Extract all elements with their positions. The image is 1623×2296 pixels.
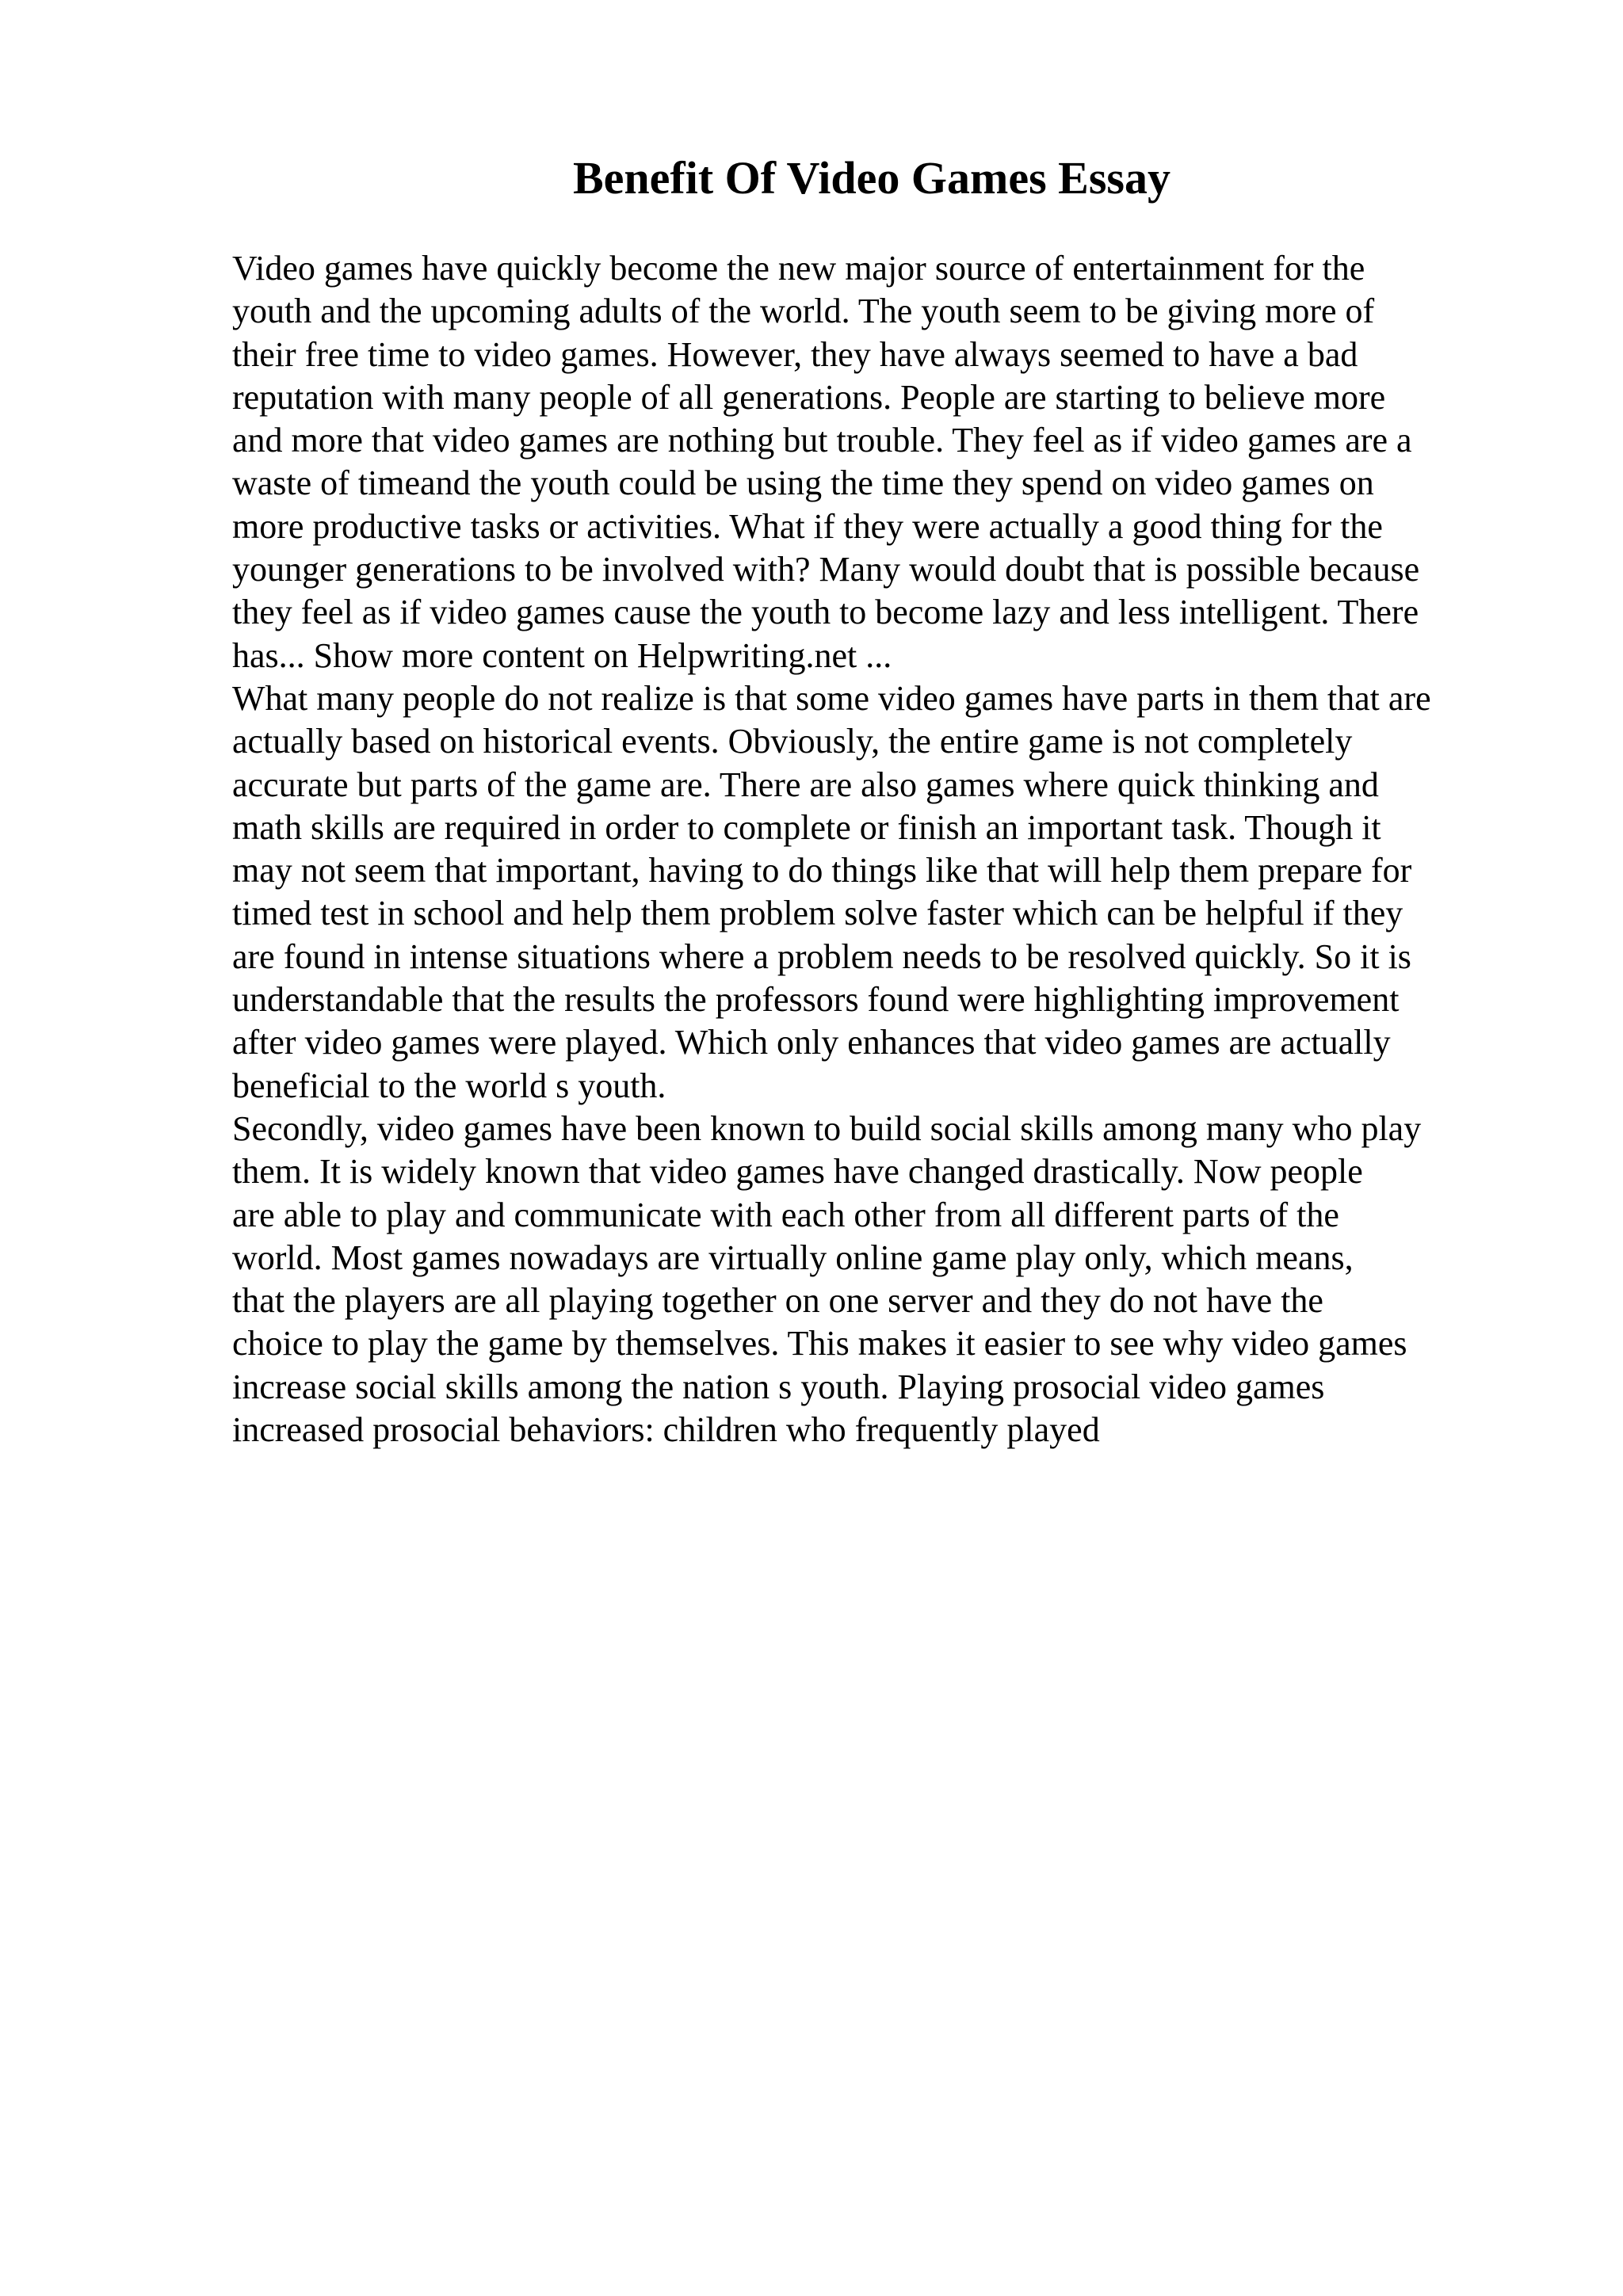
- body-line: understandable that the results the professors found were highlighting improvement: [232, 980, 1400, 1020]
- body-line: increased prosocial behaviors: children who frequently played: [232, 1410, 1100, 1450]
- body-line: them. It is widely known that video games have changed drastically. Now people: [232, 1152, 1363, 1192]
- body-line: accurate but parts of the game are. There are also games where quick thinking and: [232, 765, 1379, 804]
- body-line: more productive tasks or activities. What if they were actually a good thing for the: [232, 506, 1383, 546]
- body-line: may not seem that important, having to do things like that will help them prepare for: [232, 851, 1412, 891]
- body-line: beneficial to the world s youth.: [232, 1066, 666, 1105]
- body-line: Video games have quickly become the new major source of entertainment for the: [232, 249, 1365, 288]
- body-line: world. Most games nowadays are virtually online game play only, which means,: [232, 1238, 1354, 1277]
- body-line: waste of timeand the youth could be using the time they spend on video games on: [232, 463, 1374, 503]
- body-line: math skills are required in order to complete or finish an important task. Though it: [232, 807, 1381, 847]
- body-line: choice to play the game by themselves. This makes it easier to see why video games: [232, 1324, 1407, 1363]
- body-line: after video games were played. Which only enhances that video games are actually: [232, 1023, 1391, 1062]
- body-line: What many people do not realize is that some video games have parts in them that are: [232, 678, 1431, 718]
- body-line: that the players are all playing together on one server and they do not have the: [232, 1281, 1323, 1321]
- body-line: reputation with many people of all generations. People are starting to believe more: [232, 377, 1386, 417]
- body-line: their free time to video games. However, they have always seemed to have a bad: [232, 334, 1358, 374]
- document-title: Benefit Of Video Games Essay: [573, 152, 1170, 204]
- body-line: younger generations to be involved with? Many would doubt that is possible because: [232, 550, 1420, 589]
- body-line: and more that video games are nothing but trouble. They feel as if video games are a: [232, 421, 1412, 460]
- body-line: has... Show more content on Helpwriting.net ...: [232, 635, 892, 675]
- body-line: increase social skills among the nation s youth. Playing prosocial video games: [232, 1367, 1325, 1406]
- body-line: are able to play and communicate with each other from all different parts of the: [232, 1195, 1339, 1234]
- body-line: they feel as if video games cause the youth to become lazy and less intelligent. There: [232, 593, 1419, 632]
- body-line: youth and the upcoming adults of the world. The youth seem to be giving more of: [232, 292, 1375, 331]
- body-line: actually based on historical events. Obviously, the entire game is not completely: [232, 722, 1353, 761]
- document-body: [232, 247, 1579, 1451]
- body-line: timed test in school and help them problem solve faster which can be helpful if they: [232, 894, 1403, 933]
- body-line: are found in intense situations where a problem needs to be resolved quickly. So it is: [232, 936, 1411, 976]
- body-line: Secondly, video games have been known to build social skills among many who play: [232, 1108, 1422, 1148]
